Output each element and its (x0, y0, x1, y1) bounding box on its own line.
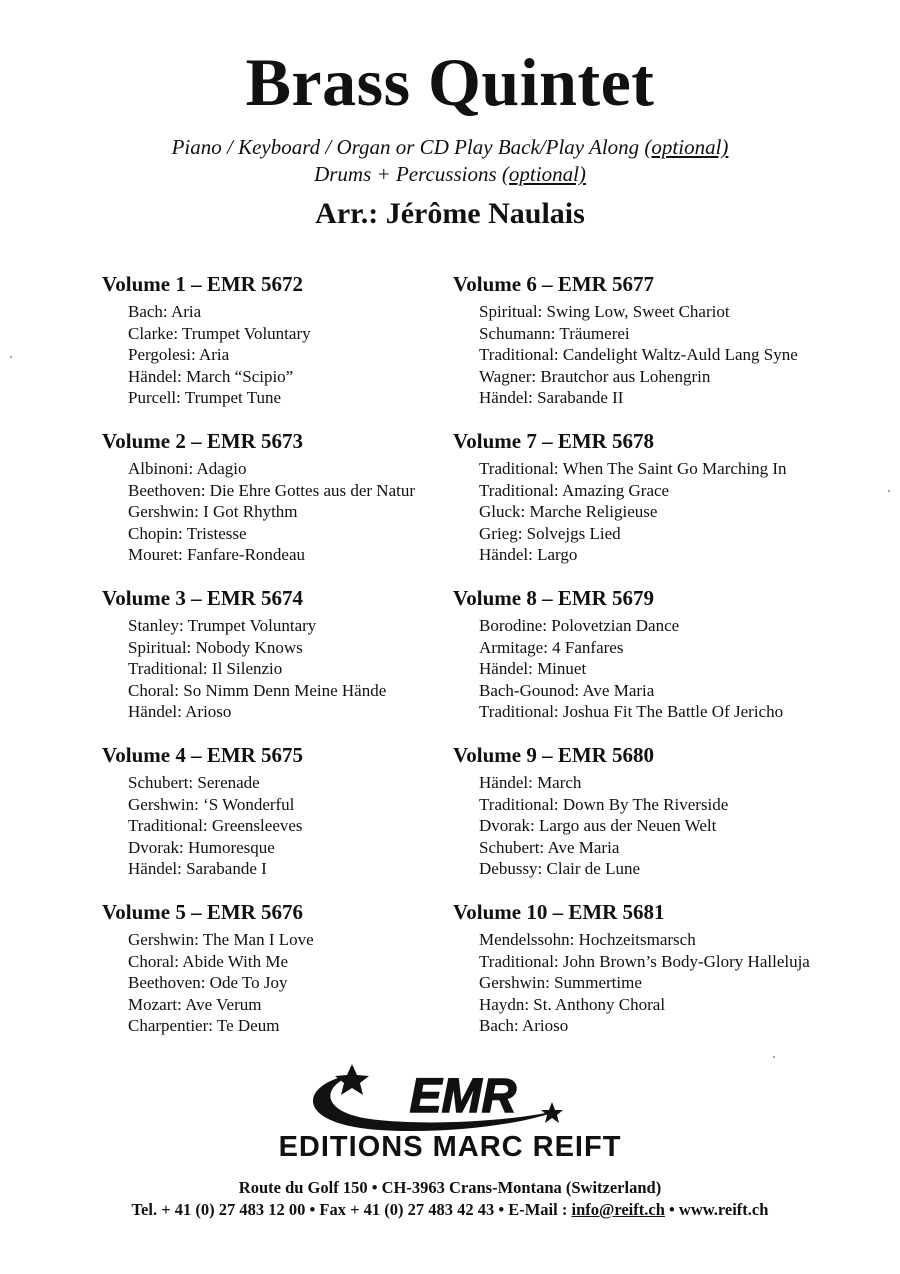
volume-heading: Volume 3 – EMR 5674 (102, 586, 304, 610)
emr-logo (0, 1064, 900, 1164)
star-swoosh-logo-icon (0, 1064, 900, 1164)
piece-list (453, 772, 873, 880)
contact-phone-fax: Tel. + 41 (0) 27 483 12 00 • Fax + 41 (0) 27 483 42 43 • E-Mail : (131, 1200, 572, 1219)
piece-list (453, 458, 873, 566)
percussion-line (0, 164, 900, 185)
piece-list (102, 929, 502, 1037)
piece-item: Traditional: Joshua Fit The Battle Of Jericho (479, 702, 784, 721)
piece-item: Stanley: Trumpet Voluntary (128, 616, 317, 635)
percussion-text: Drums + Percussions (314, 162, 502, 186)
piece-item: Gershwin: The Man I Love (128, 930, 314, 949)
piece-list (102, 301, 502, 409)
piece-list (453, 929, 873, 1037)
volume-block (453, 900, 873, 1057)
scan-speck (888, 490, 890, 492)
piece-item: Schumann: Träumerei (479, 323, 630, 343)
piece-item: Gershwin: I Got Rhythm (128, 502, 298, 521)
piece-item: Armitage: 4 Fanfares (479, 637, 624, 657)
piece-item: Clarke: Trumpet Voluntary (128, 323, 311, 343)
scan-speck (773, 1056, 775, 1058)
email-link[interactable]: info@reift.ch (571, 1200, 665, 1219)
piece-item: Traditional: Il Silenzio (128, 659, 283, 678)
volume-heading: Volume 1 – EMR 5672 (102, 272, 304, 296)
piece-item: Choral: So Nimm Denn Meine Hände (128, 680, 387, 700)
piece-item: Grieg: Solvejgs Lied (479, 523, 621, 543)
piece-item: Händel: March (479, 773, 582, 792)
piece-item: Mendelssohn: Hochzeitsmarsch (479, 930, 696, 949)
piece-item: Traditional: Greensleeves (128, 816, 303, 835)
volume-heading: Volume 4 – EMR 5675 (102, 743, 304, 767)
website-text: • www.reift.ch (664, 1200, 769, 1219)
piece-item: Schubert: Serenade (128, 773, 260, 792)
piece-item: Dvorak: Humoresque (128, 837, 275, 857)
piece-item: Beethoven: Die Ehre Gottes aus der Natur (128, 480, 416, 500)
page-title: Brass Quintet (245, 44, 655, 120)
piece-item: Mozart: Ave Verum (128, 994, 262, 1014)
logo-company-name: EDITIONS MARC REIFT (278, 1131, 622, 1163)
piece-item: Bach: Arioso (479, 1016, 569, 1035)
arranger-credit: Arr.: Jérôme Naulais (315, 197, 585, 230)
volume-heading: Volume 10 – EMR 5681 (453, 900, 665, 924)
piece-item: Traditional: Amazing Grace (479, 480, 670, 500)
piece-item: Händel: Minuet (479, 659, 587, 678)
piece-list (102, 615, 502, 723)
volume-block (453, 272, 873, 429)
piece-item: Händel: March “Scipio” (128, 366, 294, 386)
scan-speck (10, 356, 12, 358)
volume-column-right (453, 272, 873, 1057)
volume-heading: Volume 9 – EMR 5680 (453, 743, 655, 767)
volume-block (102, 743, 502, 900)
piece-item: Gershwin: Summertime (479, 973, 642, 992)
piece-item: Bach: Aria (128, 302, 202, 321)
optional-note: (optional) (501, 162, 586, 186)
piece-item: Händel: Sarabande II (479, 388, 624, 407)
piece-item: Pergolesi: Aria (128, 345, 230, 364)
volume-block (453, 429, 873, 586)
piece-item: Debussy: Clair de Lune (479, 859, 640, 878)
piece-item: Chopin: Tristesse (128, 523, 247, 543)
piece-item: Mouret: Fanfare-Rondeau (128, 545, 306, 564)
piece-item: Charpentier: Te Deum (128, 1016, 280, 1035)
piece-item: Choral: Abide With Me (128, 951, 289, 971)
piece-list (453, 301, 873, 409)
piece-item: Traditional: When The Saint Go Marching In (479, 459, 787, 478)
piece-item: Traditional: John Brown’s Body-Glory Halleluja (479, 951, 810, 971)
piece-item: Händel: Sarabande I (128, 859, 267, 878)
piece-item: Spiritual: Nobody Knows (128, 637, 303, 657)
instrumentation-line (0, 137, 900, 158)
piece-item: Borodine: Polovetzian Dance (479, 616, 680, 635)
volume-heading: Volume 8 – EMR 5679 (453, 586, 655, 610)
piece-item: Purcell: Trumpet Tune (128, 388, 282, 407)
logo-emr-text: EMR (409, 1070, 517, 1123)
volume-block (453, 586, 873, 743)
volume-block (102, 900, 502, 1057)
volume-heading: Volume 7 – EMR 5678 (453, 429, 655, 453)
volume-block (102, 272, 502, 429)
piece-item: Schubert: Ave Maria (479, 837, 620, 857)
piece-item: Händel: Largo (479, 545, 578, 564)
piece-item: Wagner: Brautchor aus Lohengrin (479, 366, 711, 386)
piece-item: Gluck: Marche Religieuse (479, 502, 658, 521)
instrumentation-text: Piano / Keyboard / Organ or CD Play Back/Play Along (171, 135, 645, 159)
piece-item: Traditional: Down By The Riverside (479, 794, 729, 814)
volume-heading: Volume 6 – EMR 5677 (453, 272, 655, 296)
contact-line (0, 1202, 900, 1219)
piece-list (102, 772, 502, 880)
address-line: Route du Golf 150 • CH-3963 Crans-Montana (Switzerland) (238, 1178, 662, 1197)
optional-note: (optional) (644, 135, 729, 159)
volume-heading: Volume 2 – EMR 5673 (102, 429, 304, 453)
piece-item: Traditional: Candelight Waltz-Auld Lang Syne (479, 345, 798, 364)
piece-list (102, 458, 502, 566)
piece-item: Albinoni: Adagio (128, 459, 247, 478)
volume-block (453, 743, 873, 900)
piece-item: Spiritual: Swing Low, Sweet Chariot (479, 302, 730, 321)
piece-list (453, 615, 873, 723)
piece-item: Beethoven: Ode To Joy (128, 973, 288, 992)
volume-column-left (102, 272, 502, 1057)
piece-item: Händel: Arioso (128, 702, 232, 721)
volume-block (102, 429, 502, 586)
piece-item: Haydn: St. Anthony Choral (479, 994, 666, 1014)
volume-block (102, 586, 502, 743)
volume-heading: Volume 5 – EMR 5676 (102, 900, 304, 924)
piece-item: Bach-Gounod: Ave Maria (479, 680, 655, 700)
piece-item: Gershwin: ‘S Wonderful (128, 794, 295, 814)
piece-item: Dvorak: Largo aus der Neuen Welt (479, 816, 717, 835)
